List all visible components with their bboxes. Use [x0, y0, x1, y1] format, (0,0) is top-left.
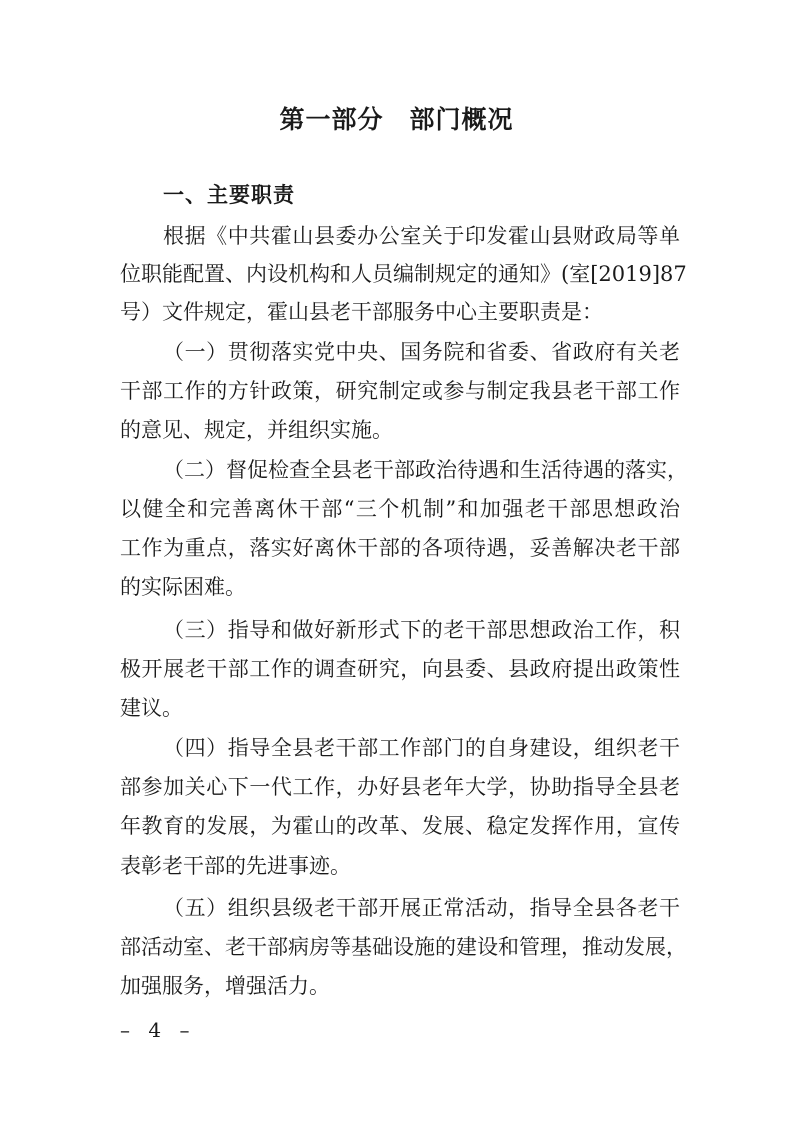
paragraph-2-line-3: 的意见、规定，并组织实施。 [120, 418, 393, 442]
paragraph-5-line-2: 部参加关心下一代工作，办好县老年大学，协助指导全县老 [120, 775, 680, 799]
paragraph-2-line-2: 干部工作的方针政策，研究制定或参与制定我县老干部工作 [120, 379, 680, 403]
paragraph-1-line-2: 位职能配置、内设机构和人员编制规定的通知》(室[2019]87 [120, 262, 687, 286]
paragraph-4-line-1: （三）指导和做好新形式下的老干部思想政治工作，积 [163, 618, 680, 642]
part-title: 第一部分 部门概况 [279, 105, 514, 134]
paragraph-1-line-3: 号）文件规定，霍山县老干部服务中心主要职责是： [120, 300, 603, 324]
paragraph-5-line-4: 表彰老干部的先进事迹。 [120, 854, 351, 878]
paragraph-4-line-3: 建议。 [120, 696, 183, 720]
section-heading: 一、主要职责 [163, 183, 295, 207]
paragraph-4-line-2: 极开展老干部工作的调查研究，向县委、县政府提出政策性 [120, 657, 680, 681]
paragraph-3-line-1: （二）督促检查全县老干部政治待遇和生活待遇的落实， [163, 458, 688, 482]
paragraph-3-line-4: 的实际困难。 [120, 575, 246, 599]
paragraph-5-line-1: （四）指导全县老干部工作部门的自身建设，组织老干 [163, 736, 680, 760]
paragraph-1-line-1: 根据《中共霍山县委办公室关于印发霍山县财政局等单 [163, 224, 680, 248]
paragraph-6-line-1: （五）组织县级老干部开展正常活动，指导全县各老干 [163, 896, 680, 920]
paragraph-5-line-3: 年教育的发展，为霍山的改革、发展、稳定发挥作用，宣传 [120, 814, 680, 838]
paragraph-6-line-2: 部活动室、老干部病房等基础设施的建设和管理，推动发展， [120, 935, 687, 959]
paragraph-3-line-3: 工作为重点，落实好离休干部的各项待遇，妥善解决老干部 [120, 536, 680, 560]
page-number: – 4 – [120, 1018, 196, 1042]
paragraph-2-line-1: （一）贯彻落实党中央、国务院和省委、省政府有关老 [163, 340, 680, 364]
paragraph-3-line-2: 以健全和完善离休干部“三个机制”和加强老干部思想政治 [120, 497, 680, 521]
paragraph-6-line-3: 加强服务，增强活力。 [120, 974, 330, 998]
